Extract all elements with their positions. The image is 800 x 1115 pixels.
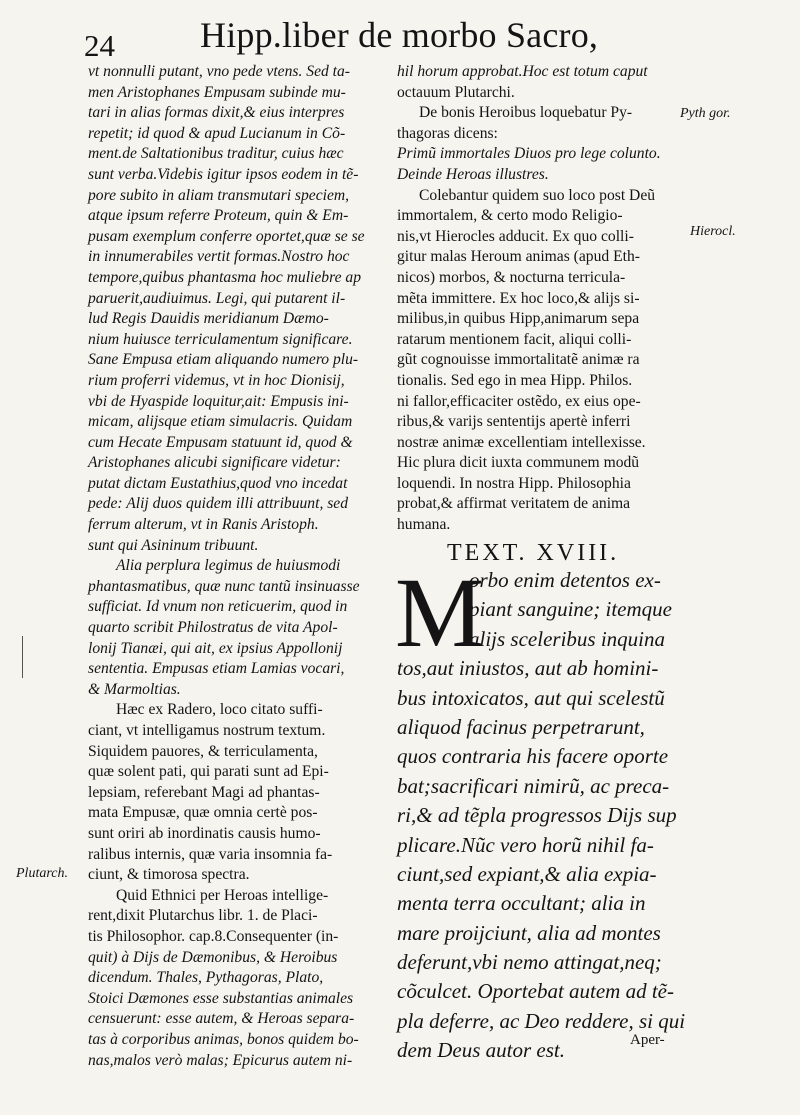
left-line: atque ipsum referre Proteum, quin & Em- [88, 207, 349, 225]
section-line: ciunt,sed expiant,& alia expia- [397, 861, 657, 886]
right-line: ribus,& varijs sententijs apertè inferri [397, 413, 631, 431]
left-line: nium huiusce terriculamentum significare. [88, 330, 353, 348]
running-title: Hipp.liber de morbo Sacro, [200, 15, 599, 55]
catchword: Aper- [630, 1032, 665, 1048]
left-line: quæ solent pati, qui parati sunt ad Epi- [88, 763, 329, 781]
right-line: Colebantur quidem suo loco post Deũ [419, 186, 656, 204]
section-line: ri,& ad tẽpla progressos Dijs sup [397, 803, 677, 828]
left-line: pore subito in aliam transmutari speciem, [88, 186, 350, 204]
right-line: ni fallor,efficaciter ostẽdo, ex eius ope- [397, 392, 641, 410]
right-line: gũt cognouisse immortalitatẽ animæ ra [397, 351, 640, 369]
margin-bracket-mark [22, 636, 29, 678]
left-line: Siquidem pauores, & terriculamenta, [88, 742, 318, 760]
section-line: dem Deus autor est. [397, 1038, 565, 1063]
section-line: deferunt,vbi nemo attingat,neq; [397, 950, 662, 975]
right-line: loquendi. In nostra Hipp. Philosophia [397, 474, 631, 492]
left-line: in innumerabiles vertit formas.Nostro hoc [88, 248, 350, 266]
left-column [88, 62, 390, 1071]
right-line: ratarum mentionem facit, aliqui colli- [397, 330, 632, 348]
left-line: nas,malos verò malas; Epicurus autem ni- [88, 1051, 353, 1069]
right-line: gitur malas Heroum animas (apud Eth- [397, 248, 640, 266]
left-line: Quid Ethnici per Heroas intellige- [116, 886, 329, 904]
section-line: menta terra occultant; alia in [397, 891, 646, 916]
left-line: vbi de Hyaspide loquitur,ait: Empusis ini- [88, 392, 349, 410]
left-line: quarto scribit Philostratus de vita Apol- [88, 619, 338, 637]
left-line: tari in alias formas dixit,& eius interpres [88, 104, 345, 122]
section-text [397, 566, 687, 1066]
right-line: humana. [397, 516, 451, 534]
left-line: paruerit,audiuimus. Legi, qui putarent il- [88, 289, 346, 307]
right-line: milibus,in quibus Hipp,animarum sepa [397, 310, 640, 328]
right-column [397, 62, 677, 536]
left-line: micam, alijsque etiam simulacris. Quidam [88, 413, 353, 431]
left-line: tempore,quibus phantasma hoc muliebre ap [88, 268, 362, 286]
left-line: repetit; id quod & apud Lucianum in Cõ- [88, 124, 346, 142]
left-line: Stoici Dæmones esse substantias animales [88, 989, 354, 1007]
left-line: lepsiam, referebant Magi ad phantas- [88, 783, 320, 801]
left-line: Aristophanes alicubi significare videtur: [88, 454, 341, 472]
right-line: Primũ immortales Diuos pro lege colunto. [397, 145, 661, 163]
left-line: phantasmatibus, quæ nunc tantũ insinuasse [88, 577, 360, 595]
section-line: piant sanguine; itemque [469, 597, 672, 622]
right-line: hil horum approbat.Hoc est totum caput [397, 63, 648, 80]
drop-cap: M [395, 557, 484, 668]
left-line: rium proferri videmus, vt in hoc Dionisij, [88, 371, 345, 389]
section-line: pla deferre, ac Deo reddere, si qui [397, 1008, 686, 1033]
left-line: pede: Alij duos quidem illi attribuunt, sed [88, 495, 349, 513]
left-line: Hæc ex Radero, loco citato suffi- [116, 701, 323, 719]
left-line: men Aristophanes Empusam subinde mu- [88, 83, 346, 101]
left-line: lud Regis Dauidis meridianum Dæmo- [88, 310, 329, 328]
section-line: bus intoxicatos, aut qui scelestũ [397, 685, 665, 710]
right-line: mẽta immittere. Ex hoc loco,& alijs si- [397, 289, 640, 307]
left-line: rent,dixit Plutarchus libr. 1. de Placi- [88, 907, 318, 925]
left-line: Sane Empusa etiam aliquando numero plu- [88, 351, 359, 369]
left-line: ferrum alterum, vt in Ranis Aristoph. [88, 516, 319, 534]
left-line: censuerunt: esse autem, & Heroas separa- [88, 1010, 355, 1028]
left-line: ciunt, & timorosa spectra. [88, 866, 250, 884]
section-line: cõculcet. Oportebat autem ad tẽ- [397, 979, 674, 1004]
left-line: sunt qui Asininum tribuunt. [88, 536, 259, 554]
left-line: sunt oriri ab inordinatis causis humo- [88, 824, 321, 842]
left-line: tis Philosophor. cap.8.Consequenter (in- [88, 927, 339, 945]
left-line: lonij Tianæi, qui ait, ex ipsius Appollonij [88, 639, 343, 657]
margin-note-plutarch: Plutarch. [16, 866, 68, 881]
section-line: aliquod facinus perpetrarunt, [397, 714, 645, 739]
right-line: probat,& affirmat veritatem de anima [397, 495, 631, 513]
section-heading: TEXT. XVIII. [447, 540, 620, 566]
margin-note-hierocles: Hierocl. [690, 224, 736, 239]
page-number: 24 [84, 28, 115, 63]
right-line: nicos) morbos, & nocturna terricula- [397, 268, 626, 286]
left-line: sunt verba.Videbis igitur ipsos eodem in tẽ- [88, 165, 359, 183]
left-line: ralibus internis, quæ varia insomnia fa- [88, 845, 333, 863]
section-line: plicare.Nũc vero horũ nihil fa- [397, 832, 654, 857]
left-line: quit) à Dijs de Dæmonibus, & Heroibus [88, 948, 338, 966]
left-line: Alia perplura legimus de huiusmodi [116, 557, 341, 575]
section-line: bat;sacrificari nimirũ, ac preca- [397, 773, 670, 798]
left-line: mata Empusæ, quæ omnia certè pos- [88, 804, 318, 822]
left-line: & Marmoltias. [88, 680, 181, 698]
section-line: alijs sceleribus inquina [469, 626, 665, 651]
right-line: octauum Plutarchi. [397, 83, 515, 101]
section-line: orbo enim detentos ex- [469, 568, 661, 592]
right-line: nis,vt Hierocles adducit. Ex quo colli- [397, 227, 634, 245]
margin-note-pythagoras: Pyth gor. [680, 106, 731, 121]
right-line: thagoras dicens: [397, 124, 498, 142]
left-line: sufficiat. Id vnum non reticuerim, quod in [88, 598, 348, 616]
left-line: dicendum. Thales, Pythagoras, Plato, [88, 969, 324, 987]
left-line: sententia. Empusas etiam Lamias vocari, [88, 660, 345, 678]
section-line: mare proijciunt, alia ad montes [397, 920, 661, 945]
left-line: pusam exemplum conferre oportet,quæ se se [88, 227, 365, 245]
right-line: Hic plura dicit iuxta communem modũ [397, 454, 640, 472]
left-line: tas à corporibus animas, bonos quidem bo- [88, 1030, 359, 1048]
left-line: ment.de Saltationibus traditur, cuius hæc [88, 145, 344, 163]
section-line: quos contraria his facere oporte [397, 744, 669, 769]
right-line: De bonis Heroibus loquebatur Py- [419, 104, 633, 122]
right-line: immortalem, & certo modo Religio- [397, 207, 623, 225]
section-line: tos,aut iniustos, aut ab homini- [397, 656, 659, 681]
right-line: Deinde Heroas illustres. [397, 165, 549, 183]
right-line: nostræ animæ excellentiam intellexisse. [397, 433, 646, 451]
left-line: ciant, vt intelligamus nostrum textum. [88, 722, 326, 739]
left-line: putat dictam Eustathius,quod vno incedat [88, 474, 348, 492]
left-line: vt nonnulli putant, vno pede vtens. Sed ta- [88, 63, 351, 80]
left-line: cum Hecate Empusam statuunt id, quod & [88, 433, 353, 451]
right-line: tionalis. Sed ego in mea Hipp. Philos. [397, 371, 633, 389]
